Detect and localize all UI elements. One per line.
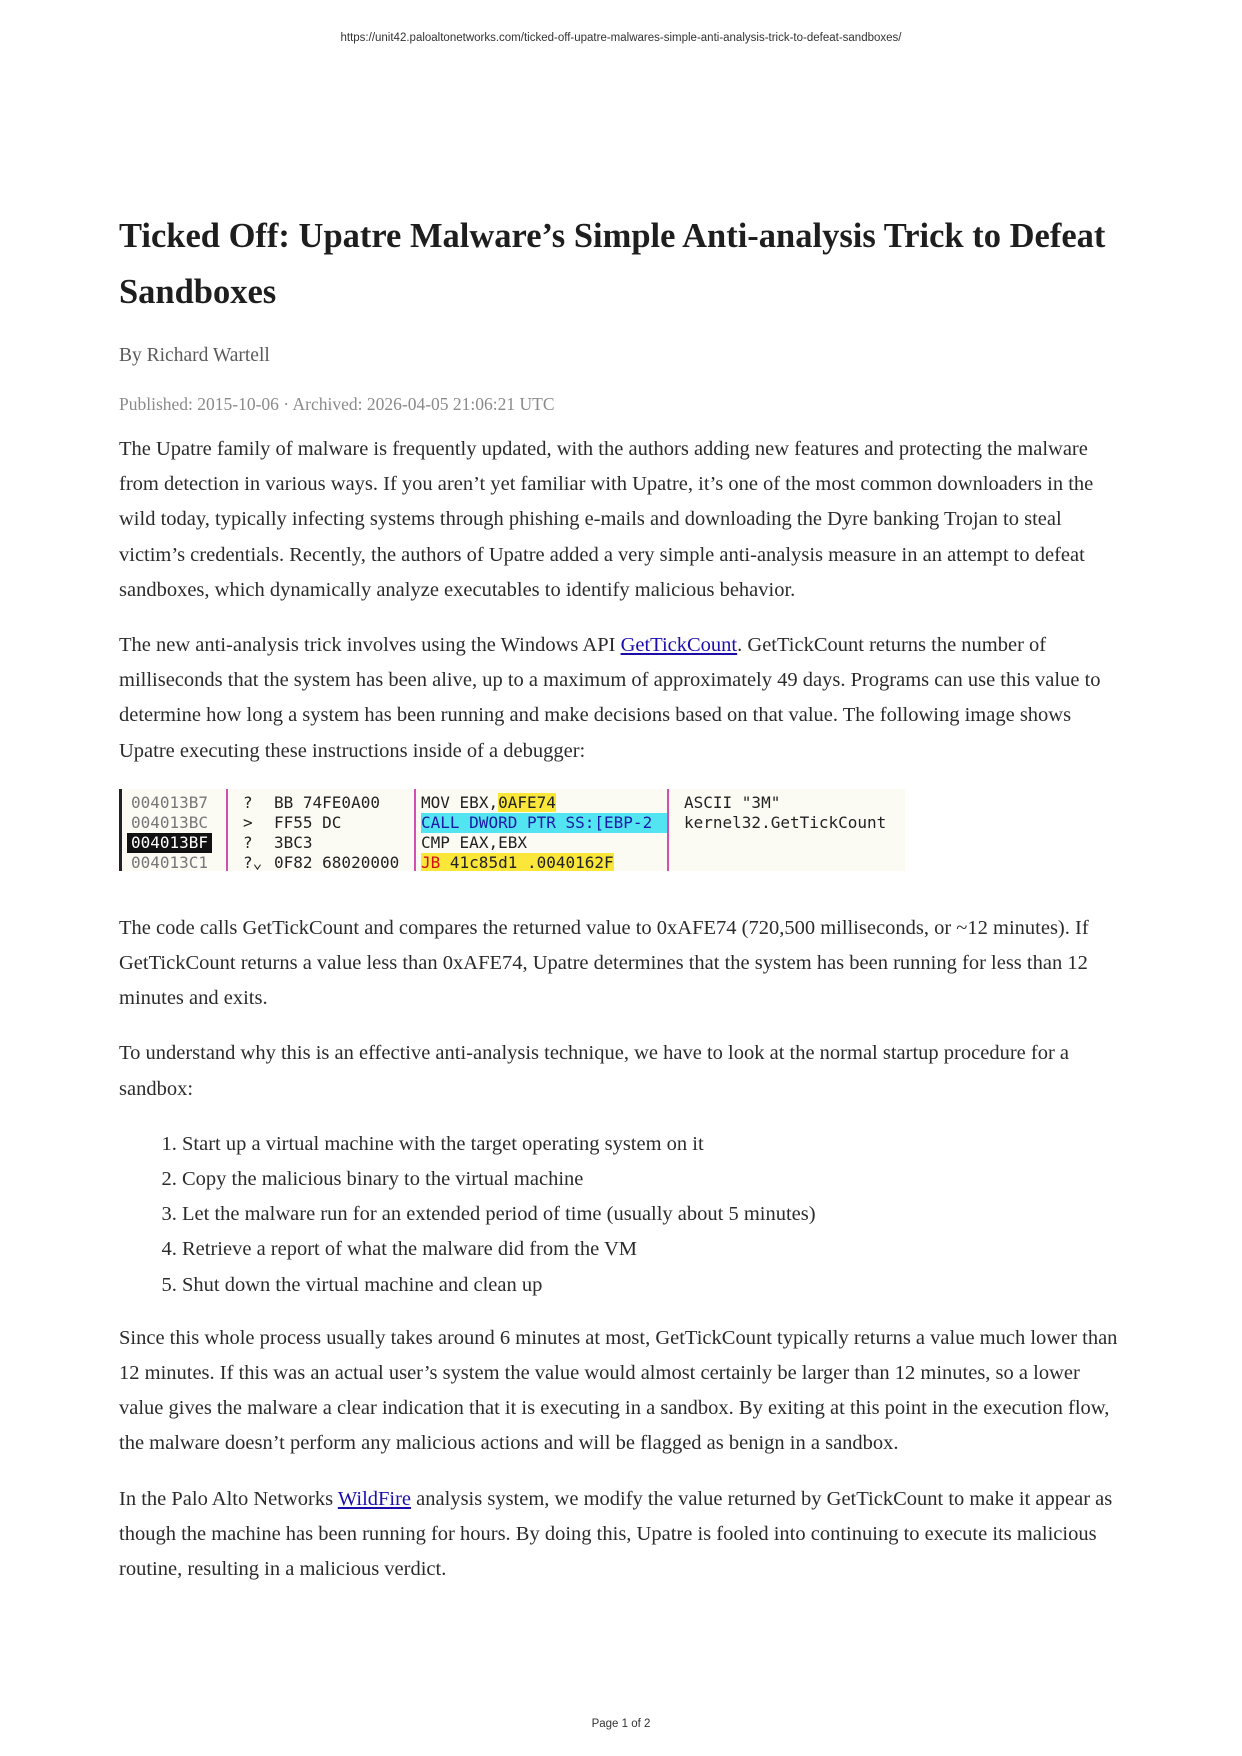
paragraph-sandbox-intro: To understand why this is an effective anti-analysis technique, we have to look at the normal startup procedure for a sandbox: [119,1042,1069,1100]
p2-text-after: . GetTickCount returns the number of milliseconds that the system has been alive, up to a maximum of approximately 49 days. Programs can use this value to determine how long a system has been running and make decisions based on that value. The following image shows Upatre executing these instructions inside of a debugger: [119,634,1101,762]
debugger-marker: ? [243,832,253,852]
paragraph-gettickcount [119,628,1129,769]
debugger-row [119,813,905,833]
debugger-comment: ASCII "3M" [684,792,781,812]
debugger-bytes: FF55 DC [274,812,342,832]
debugger-row [119,833,905,853]
debugger-opcode: JB [421,852,441,871]
gettickcount-link[interactable]: GetTickCount [620,634,738,657]
debugger-opcode: CMP [421,832,450,852]
debugger-row [119,853,905,871]
debugger-opcode: MOV [421,792,450,812]
list-item: 5. Shut down the virtual machine and clean up [182,1268,1129,1303]
debugger-opcode: CALL [421,812,460,832]
debugger-args-highlight: 41c85d1_.0040162F [449,852,614,871]
paragraph-comparison: The code calls GetTickCount and compares the returned value to 0xAFE74 (720,500 milliseconds, or ~12 minutes). If GetTickCount returns a value less than 0xAFE74, Upatre determines that the system has been running for less than 12 minutes and exits. [119,916,1089,1010]
debugger-instruction [421,833,527,853]
debugger-args: EBX, [459,792,499,812]
wildfire-link[interactable]: WildFire [337,1487,412,1510]
page-number: Page 1 of 2 [591,1718,651,1730]
source-url: https://unit42.paloaltonetworks.com/ticked-off-upatre-malwares-simple-anti-analysis-trick-to-defeat-sandboxes/ [340,32,902,44]
list-item: 3. Let the malware run for an extended period of time (usually about 5 minutes) [182,1197,1129,1232]
debugger-instruction [421,793,556,813]
debugger-address: 004013B7 [131,792,209,812]
debugger-address: 004013C1 [131,852,209,871]
list-item: 4. Retrieve a report of what the malware did from the VM [182,1232,1129,1267]
debugger-marker: ? [243,792,253,812]
debugger-args-highlight: DWORD PTR SS:[EBP-2 [469,812,653,832]
list-item: 1. Start up a virtual machine with the target operating system on it [182,1127,1129,1162]
debugger-args-highlight: 0AFE74 [498,792,556,812]
p6-text-before: In the Palo Alto Networks [119,1487,338,1510]
debugger-bytes: BB 74FE0A00 [274,792,380,812]
debugger-row [119,793,905,813]
debugger-bytes: 3BC3 [274,832,313,852]
debugger-address: 004013BC [131,812,209,832]
debugger-comment: kernel32.GetTickCount [684,812,887,832]
list-item: 2. Copy the malicious binary to the virtual machine [182,1162,1129,1197]
debugger-screenshot [119,789,905,871]
debugger-marker: > [243,812,253,832]
debugger-args: EAX,EBX [459,832,527,852]
sandbox-steps-list [119,1127,1129,1303]
article [119,208,1129,1607]
debugger-address-selected: 004013BF [127,833,212,853]
paragraph-wildfire [119,1482,1129,1588]
paragraph-intro: The Upatre family of malware is frequently updated, with the authors adding new features and protecting the malware from detection in various ways. If you aren’t yet familiar with Upatre, it’s one of the most common downloaders in the wild today, typically infecting systems through phishing e-mails and downloading the Dyre banking Trojan to steal victim’s credentials. Recently, the authors of Upatre added a very simple anti-analysis measure in an attempt to defeat sandboxes, which dynamically analyze executables to identify malicious behavior. [119,438,1094,601]
article-title: Ticked Off: Upatre Malware’s Simple Anti-analysis Trick to Defeat Sandboxes [119,217,1106,311]
debugger-instruction [421,853,614,871]
p2-text-before: The new anti-analysis trick involves using the Windows API [119,634,621,657]
debugger-instruction [421,813,667,833]
paragraph-sandbox-detection: Since this whole process usually takes around 6 minutes at most, GetTickCount typically returns a value much lower than 12 minutes. If this was an actual user’s system the value would almost certainly be larger than 12 minutes, so a lower value gives the malware a clear indication that it is executing in a sandbox. By exiting at this point in the execution flow, the malware doesn’t perform any malicious actions and will be flagged as benign in a sandbox. [119,1326,1118,1455]
article-byline: By Richard Wartell [119,345,270,366]
article-meta: Published: 2015-10-06 · Archived: 2026-04-05 21:06:21 UTC [119,394,555,414]
debugger-marker: ?⌄ [243,852,263,871]
p6-text-after: analysis system, we modify the value returned by GetTickCount to make it appear as though the machine has been running for hours. By doing this, Upatre is fooled into continuing to execute its malicious routine, resulting in a malicious verdict. [119,1487,1113,1581]
debugger-bytes: 0F82 68020000 [274,852,400,871]
